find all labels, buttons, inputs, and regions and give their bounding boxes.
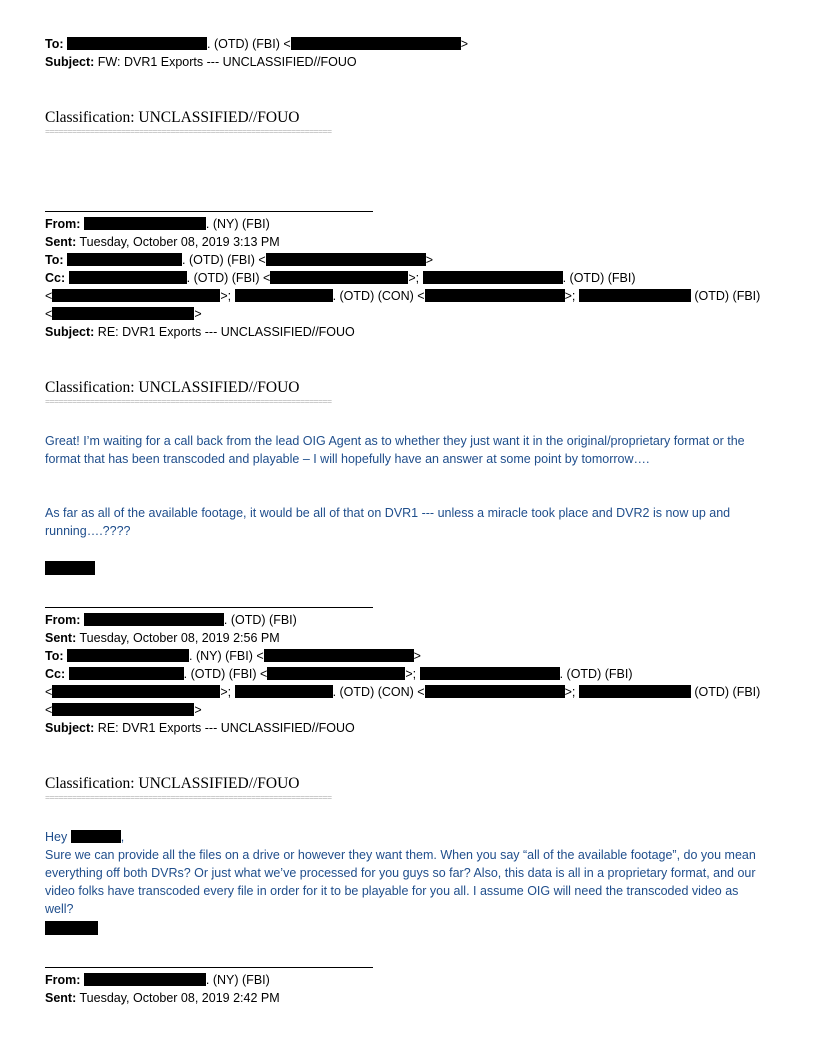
cc-org: . (OTD) (CON) <: [332, 289, 425, 303]
recipient-org: . (NY) (FBI) <: [189, 649, 264, 663]
subject-line-1: [45, 54, 357, 71]
subject-label: Subject:: [45, 721, 95, 735]
redaction: [52, 307, 194, 320]
bracket: >;: [408, 271, 420, 285]
cc-line-3: [45, 666, 633, 683]
separator-line: [45, 607, 373, 608]
classification-3: Classification: UNCLASSIFIED//FOUO: [45, 775, 300, 792]
greeting-text: Hey: [45, 830, 68, 844]
redaction: [579, 289, 691, 302]
sent-label: Sent:: [45, 991, 77, 1005]
email-body-paragraph: Sure we can provide all the files on a drive or however they want them. When you say “all of the available footage”, do you mean everything off both DVRs? Or just what we’ve processed for you guys so far? Also, this data is all in a proprietary format, and our video folks have transcoded every file in order for it to be playable for you all. I assume OIG will need the transcoded video as well?: [45, 848, 756, 916]
bracket: >;: [220, 289, 232, 303]
subject-text: RE: DVR1 Exports --- UNCLASSIFIED//FOUO: [97, 721, 355, 735]
from-label: From:: [45, 973, 81, 987]
redaction: [52, 703, 194, 716]
from-line-4: [45, 972, 270, 989]
to-line-1: [45, 36, 468, 53]
redaction: [52, 289, 220, 302]
email-body-paragraph: As far as all of the available footage, it would be all of that on DVR1 --- unless a miracle took place and DVR2 is now up and running….????: [45, 506, 731, 538]
sent-line-3: [45, 630, 280, 647]
recipient-org: . (OTD) (FBI) <: [207, 37, 291, 51]
cc-line-3b: [45, 684, 760, 701]
separator-line: [45, 211, 373, 212]
redaction: [71, 830, 121, 843]
cc-label: Cc:: [45, 271, 66, 285]
redaction: [67, 253, 182, 266]
redaction: [423, 271, 563, 284]
sender-org: . (OTD) (FBI): [223, 613, 297, 627]
cc-org: . (OTD) (FBI): [562, 271, 636, 285]
redaction: [67, 649, 189, 662]
bracket: >;: [220, 685, 232, 699]
bracket: >: [194, 307, 202, 321]
redaction: [235, 289, 333, 302]
redaction: [291, 37, 461, 50]
recipient-org: . (OTD) (FBI) <: [182, 253, 266, 267]
bracket: >;: [564, 289, 576, 303]
to-label: To:: [45, 37, 64, 51]
cc-line-2c: [45, 306, 202, 323]
signature-redaction: [45, 921, 98, 935]
redaction: [235, 685, 333, 698]
bracket: >: [194, 703, 202, 717]
sender-org: . (NY) (FBI): [205, 973, 270, 987]
cc-org: (OTD) (FBI): [694, 289, 761, 303]
classification-rule-2: ================================================================: [45, 397, 332, 407]
cc-label: Cc:: [45, 667, 66, 681]
cc-org: . (OTD) (CON) <: [332, 685, 425, 699]
classification-2: Classification: UNCLASSIFIED//FOUO: [45, 379, 300, 396]
cc-line-2: [45, 270, 636, 287]
greeting-comma: ,: [120, 830, 125, 844]
redaction: [267, 667, 405, 680]
from-line-3: [45, 612, 297, 629]
redaction: [84, 973, 206, 986]
bracket: <: [45, 289, 53, 303]
redaction: [67, 37, 207, 50]
subject-line-3: [45, 720, 355, 737]
redaction: [425, 289, 565, 302]
bracket: <: [45, 307, 53, 321]
bracket: <: [45, 685, 53, 699]
cc-org: . (OTD) (FBI): [559, 667, 633, 681]
bracket: >: [460, 37, 468, 51]
to-line-2: [45, 252, 433, 269]
subject-text: RE: DVR1 Exports --- UNCLASSIFIED//FOUO: [97, 325, 355, 339]
redaction: [425, 685, 565, 698]
bracket: >: [425, 253, 433, 267]
cc-org: . (OTD) (FBI) <: [183, 667, 268, 681]
redaction: [264, 649, 414, 662]
cc-org: (OTD) (FBI): [694, 685, 761, 699]
sent-date: Tuesday, October 08, 2019 2:56 PM: [79, 631, 280, 645]
sent-line-2: [45, 234, 280, 251]
subject-text: FW: DVR1 Exports --- UNCLASSIFIED//FOUO: [97, 55, 357, 69]
redaction: [69, 271, 187, 284]
from-line-2: [45, 216, 270, 233]
to-line-3: [45, 648, 421, 665]
sent-line-4: [45, 990, 280, 1007]
sent-date: Tuesday, October 08, 2019 3:13 PM: [79, 235, 280, 249]
redaction: [69, 667, 184, 680]
cc-line-2b: [45, 288, 760, 305]
redaction: [579, 685, 691, 698]
redaction: [84, 613, 224, 626]
sent-label: Sent:: [45, 235, 77, 249]
sent-date: Tuesday, October 08, 2019 2:42 PM: [79, 991, 280, 1005]
cc-line-3c: [45, 702, 202, 719]
to-label: To:: [45, 253, 64, 267]
email-body-paragraph: Great! I’m waiting for a call back from the lead OIG Agent as to whether they just want it in the original/proprietary format or the format that has been transcoded and playable – I will hopefully have an answer at some point by tomorrow….: [45, 434, 745, 466]
redaction: [52, 685, 220, 698]
classification-rule-3: ================================================================: [45, 793, 332, 803]
subject-label: Subject:: [45, 55, 95, 69]
sent-label: Sent:: [45, 631, 77, 645]
subject-line-2: [45, 324, 355, 341]
from-label: From:: [45, 613, 81, 627]
redaction: [420, 667, 560, 680]
redaction: [270, 271, 408, 284]
bracket: >;: [405, 667, 417, 681]
to-label: To:: [45, 649, 64, 663]
bracket: >;: [564, 685, 576, 699]
classification-rule-1: ================================================================: [45, 127, 332, 137]
redaction: [266, 253, 426, 266]
redaction: [84, 217, 206, 230]
sender-org: . (NY) (FBI): [205, 217, 270, 231]
greeting-line: [45, 828, 345, 846]
bracket: <: [45, 703, 53, 717]
separator-line: [45, 967, 373, 968]
cc-org: . (OTD) (FBI) <: [186, 271, 271, 285]
from-label: From:: [45, 217, 81, 231]
subject-label: Subject:: [45, 325, 95, 339]
bracket: >: [413, 649, 421, 663]
signature-redaction: [45, 561, 95, 575]
classification-1: Classification: UNCLASSIFIED//FOUO: [45, 109, 300, 126]
